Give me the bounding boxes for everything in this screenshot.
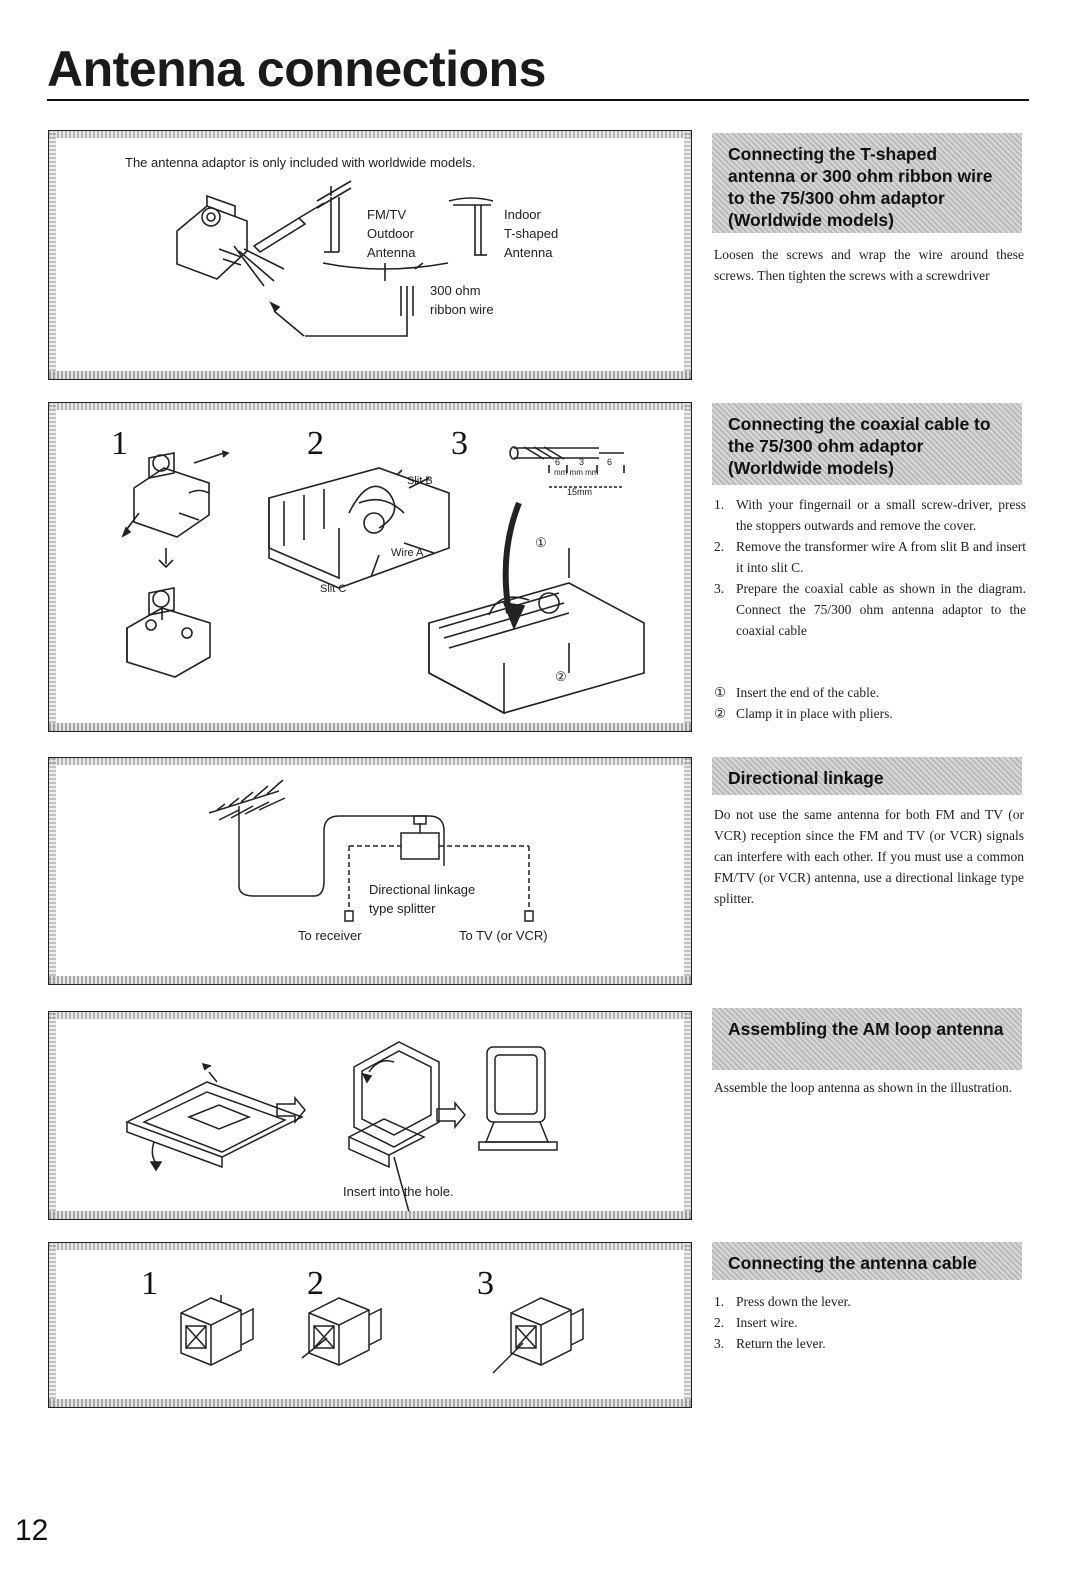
label-300-ohm: 300 ohm xyxy=(430,283,481,298)
label-slit-c: Slit C xyxy=(320,583,347,595)
figure-am-loop xyxy=(48,1011,692,1220)
text-directional-linkage: Do not use the same antenna for both FM and TV (or VCR) reception since the FM and TV (or VCR) signals can interfere with each other. If you must use a common FM/TV (or VCR) antenna, use a directional linkage type splitter. xyxy=(714,807,1024,906)
heading-t-shaped: Connecting the T-shaped antenna or 300 ohm ribbon wire to the 75/300 ohm adaptor (Worldwide models) xyxy=(712,133,1022,233)
label-splitter-2: type splitter xyxy=(369,901,436,916)
label-t-shaped: T-shaped xyxy=(504,226,559,241)
list-item: 1. Press down the lever. xyxy=(714,1294,851,1309)
label-slit-b: Slit B xyxy=(407,475,433,487)
figure-coaxial-steps xyxy=(48,402,692,732)
list-item: 3. Return the lever. xyxy=(714,1336,826,1351)
cable-step-number-3: 3 xyxy=(477,1265,494,1302)
title-rule xyxy=(47,99,1029,101)
cable-step-number-2: 2 xyxy=(307,1265,324,1302)
coaxial-steps-illustration xyxy=(49,403,691,731)
adaptor-note: The antenna adaptor is only included with worldwide models. xyxy=(125,155,476,170)
heading-directional-linkage: Directional linkage xyxy=(712,757,1022,795)
heading-coaxial: Connecting the coaxial cable to the 75/300 ohm adaptor (Worldwide models) xyxy=(712,403,1022,485)
text-am-loop: Assemble the loop antenna as shown in the illustration. xyxy=(714,1080,1013,1095)
heading-am-loop: Assembling the AM loop antenna xyxy=(712,1008,1022,1070)
list-item: ② Clamp it in place with pliers. xyxy=(714,706,893,721)
coaxial-steps-list xyxy=(714,494,1026,641)
list-item: 1. With your fingernail or a small screw-driver, press the stoppers outwards and remove the cover. xyxy=(714,497,1026,533)
label-antenna-left: Antenna xyxy=(367,245,416,260)
step-number-2: 2 xyxy=(307,425,324,462)
list-item: 3. Prepare the coaxial cable as shown in the diagram. Connect the 75/300 ohm antenna adaptor to the coaxial cable xyxy=(714,581,1026,638)
list-item: 2. Remove the transformer wire A from slit B and insert it into slit C. xyxy=(714,539,1026,575)
page-title: Antenna connections xyxy=(47,41,546,97)
label-wire-a: Wire A xyxy=(391,547,424,559)
label-insert-hole: Insert into the hole. xyxy=(343,1184,454,1199)
label-to-tv: To TV (or VCR) xyxy=(459,928,548,943)
directional-linkage-illustration xyxy=(49,758,691,984)
dim-3: 3 xyxy=(579,457,585,467)
label-fm-tv: FM/TV xyxy=(367,207,406,222)
page-number: 12 xyxy=(15,1514,49,1547)
label-antenna-right: Antenna xyxy=(504,245,553,260)
figure-directional-linkage xyxy=(48,757,692,985)
dim-6-right: 6 xyxy=(607,457,613,467)
dim-6-left: 6 xyxy=(555,457,561,467)
dim-15mm: 15mm xyxy=(567,487,593,497)
coaxial-substeps-list xyxy=(714,682,1026,724)
list-item: 2. Insert wire. xyxy=(714,1315,798,1330)
label-ribbon-wire: ribbon wire xyxy=(430,302,494,317)
heading-antenna-cable: Connecting the antenna cable xyxy=(712,1242,1022,1280)
step-number-1: 1 xyxy=(111,425,128,462)
figure-antenna-cable xyxy=(48,1242,692,1408)
text-t-shaped: Loosen the screws and wrap the wire around these screws. Then tighten the screws with a screwdriver xyxy=(714,247,1024,283)
dim-mm: mm mm mm xyxy=(554,468,599,477)
label-splitter-1: Directional linkage xyxy=(369,882,476,897)
label-outdoor: Outdoor xyxy=(367,226,414,241)
callout-2: ② xyxy=(555,669,567,684)
list-item: ① Insert the end of the cable. xyxy=(714,685,880,700)
label-to-receiver: To receiver xyxy=(298,928,362,943)
antenna-cable-steps-list xyxy=(714,1291,1026,1354)
callout-1: ① xyxy=(535,535,547,550)
label-indoor: Indoor xyxy=(504,207,541,222)
step-number-3: 3 xyxy=(451,425,468,462)
cable-step-number-1: 1 xyxy=(141,1265,158,1302)
figure-antenna-adaptor xyxy=(48,130,692,380)
